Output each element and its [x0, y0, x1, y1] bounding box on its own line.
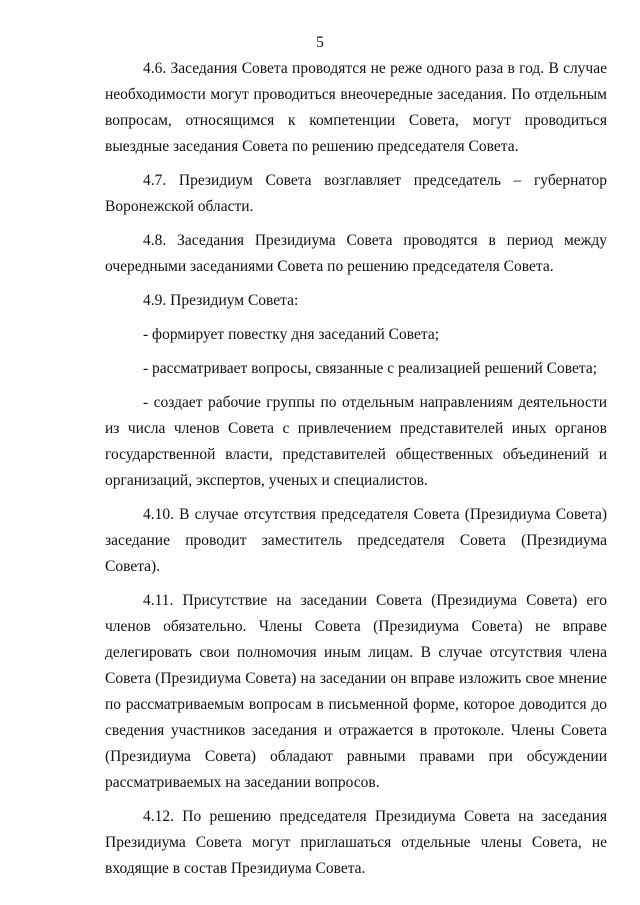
clause-4-9-item-agenda: - формирует повестку дня заседаний Совета; — [143, 326, 439, 343]
clause-4-11: 4.11. Присутствие на заседании Совета (Президиума Совета) его членов обязательно. Члены Совета (Президиума Совета) не вправе делегировать свои полномочия иным лицам. В случае отсутствия члена Совета (Президиума Совета) на заседании он вправе изложить свое мнение по рассматриваемым вопросам в письменной форме, которое доводится до сведения участников заседания и отражается в протоколе. Члены Совета (Президиума Совета) обладают равными правами при обсуждении рассматриваемых на заседании вопросов. — [105, 592, 607, 791]
document-body — [105, 56, 607, 890]
clause-4-7: 4.7. Президиум Совета возглавляет председатель – губернатор Воронежской области. — [105, 172, 607, 215]
clause-4-10: 4.10. В случае отсутствия председателя Совета (Президиума Совета) заседание проводит заместитель председателя Совета (Президиума Совета). — [105, 506, 607, 575]
clause-4-9-item-working-groups: - создает рабочие группы по отдельным направлениям деятельности из числа членов Совета с привлечением представителей иных органов государственной власти, представителей общественных объединений и организаций, экспертов, ученых и специалистов. — [105, 394, 607, 489]
clause-4-9-item-decisions: - рассматривает вопросы, связанные с реализацией решений Совета; — [143, 360, 598, 377]
clause-4-12: 4.12. По решению председателя Президиума Совета на заседания Президиума Совета могут приглашаться отдельные члены Совета, не входящие в состав Президиума Совета. — [105, 808, 607, 877]
clause-4-9-heading: 4.9. Президиум Совета: — [143, 292, 299, 309]
clause-4-6: 4.6. Заседания Совета проводятся не реже одного раза в год. В случае необходимости могут проводиться внеочередные заседания. По отдельным вопросам, относящимся к компетенции Совета, могут проводиться выездные заседания Совета по решению председателя Совета. — [105, 60, 607, 155]
clause-4-8: 4.8. Заседания Президиума Совета проводятся в период между очередными заседаниями Совета по решению председателя Совета. — [105, 232, 607, 275]
page-number: 5 — [316, 34, 324, 51]
